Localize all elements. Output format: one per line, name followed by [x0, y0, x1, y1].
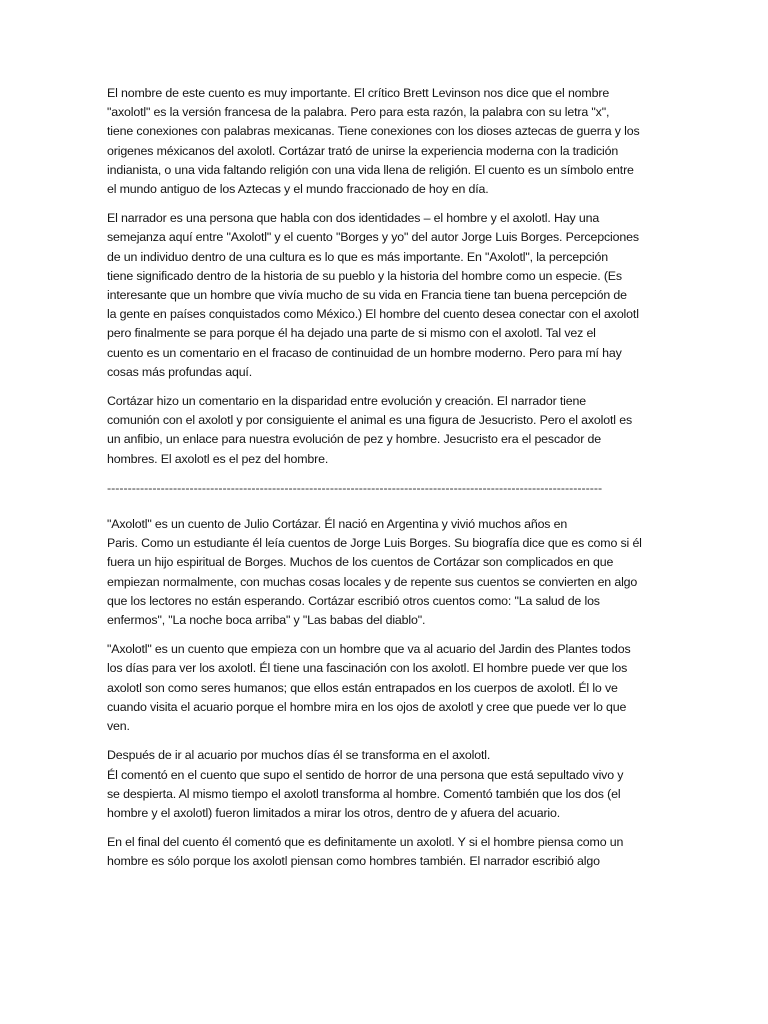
text-line: Después de ir al acuario por muchos días él se transforma en el axolotl. [107, 748, 491, 763]
paragraph [107, 833, 668, 871]
text-line: un anfibio, un enlace para nuestra evolución de pez y hombre. Jesucristo era el pescador de [107, 432, 601, 447]
text-line: "Axolotl" es un cuento de Julio Cortázar. Él nació en Argentina y vivió muchos años en [107, 517, 568, 532]
paragraph [107, 640, 668, 736]
text-line: En el final del cuento él comentó que es definitamente un axolotl. Y si el hombre piensa como un [107, 835, 624, 850]
text-line: los días para ver los axolotl. Él tiene una fascinación con los axolotl. El hombre puede ver que los [107, 661, 628, 676]
text-line: origenes méxicanos del axolotl. Cortázar trató de unirse la experiencia moderna con la tradición [107, 143, 619, 158]
text-line: "Axolotl" es un cuento que empieza con un hombre que va al acuario del Jardin des Plantes todos [107, 642, 631, 657]
text-line: El narrador es una persona que habla con dos identidades – el hombre y el axolotl. Hay una [107, 211, 600, 226]
paragraph [107, 84, 668, 199]
text-line: el mundo antiguo de los Aztecas y el mundo fraccionado de hoy en día. [107, 182, 489, 197]
text-line: la gente en países conquistados como México.) El hombre del cuento desea conectar con el axolotl [107, 307, 639, 322]
text-line: que los lectores no están esperando. Cortázar escribió otros cuentos como: "La salud de los [107, 593, 600, 608]
text-line: tiene significado dentro de la historia de su pueblo y la historia del hombre como un especie. (Es [107, 268, 622, 283]
text-line: hombres. El axolotl es el pez del hombre. [107, 451, 329, 466]
paragraph [107, 209, 668, 382]
text-line: axolotl son como seres humanos; que ellos están entrapados en los cuerpos de axolotl. Él lo ve [107, 680, 618, 695]
section-separator: ------------------------------------------------------------------------------------------------------------------------ [107, 480, 603, 495]
text-line: hombre y el axolotl) fueron limitados a mirar los otros, dentro de y afuera del acuario. [107, 805, 561, 820]
text-line: fuera un hijo espiritual de Borges. Muchos de los cuentos de Cortázar son complicados en que [107, 555, 614, 570]
text-line: semejanza aquí entre "Axolotl" y el cuento "Borges y yo" del autor Jorge Luis Borges. Percepciones [107, 230, 639, 245]
text-line: "axolotl" es la versión francesa de la palabra. Pero para esta razón, la palabra con su letra "x", [107, 105, 610, 120]
text-line: hombre es sólo porque los axolotl piensan como hombres también. El narrador escribió algo [107, 854, 600, 869]
text-line: ven. [107, 719, 130, 734]
text-line: cuento es un comentario en el fracaso de continuidad de un hombre moderno. Pero para mí hay [107, 345, 622, 360]
paragraph [107, 515, 668, 630]
paragraph [107, 746, 668, 823]
text-line: comunión con el axolotl y por consiguiente el animal es una figura de Jesucristo. Pero el axolotl es [107, 413, 632, 428]
text-line: interesante que un hombre que vivía mucho de su vida en Francia tiene tan buena percepción de [107, 288, 627, 303]
text-line: cuando visita el acuario porque el hombre mira en los ojos de axolotl y cree que puede ver lo que [107, 699, 627, 714]
text-line: cosas más profundas aquí. [107, 364, 253, 379]
text-line: Cortázar hizo un comentario en la disparidad entre evolución y creación. El narrador tiene [107, 394, 586, 409]
text-line: Él comentó en el cuento que supo el sentido de horror de una persona que está sepultado vivo y [107, 767, 624, 782]
text-line: tiene conexiones con palabras mexicanas. Tiene conexiones con los dioses aztecas de guerra y los [107, 124, 640, 139]
text-line: Paris. Como un estudiante él leía cuentos de Jorge Luis Borges. Su biografía dice que es como si él [107, 536, 642, 551]
text-line: se despierta. Al mismo tiempo el axolotl transforma al hombre. Comentó también que los dos (el [107, 786, 621, 801]
text-line: enfermos", "La noche boca arriba" y "Las babas del diablo". [107, 613, 426, 628]
text-line: El nombre de este cuento es muy importante. El crítico Brett Levinson nos dice que el nombre [107, 86, 610, 100]
paragraph [107, 392, 668, 469]
document-body-part2 [107, 515, 668, 871]
text-line: indianista, o una vida faltando religión con una vida llena de religión. El cuento es un símbolo entre [107, 162, 634, 177]
text-line: de un individuo dentro de una cultura es lo que es más importante. En "Axolotl", la percepción [107, 249, 608, 264]
text-line: empiezan normalmente, con muchas cosas locales y de repente sus cuentos se convierten en algo [107, 574, 638, 589]
document-body-part1 [107, 84, 668, 469]
text-line: pero finalmente se para porque él ha dejado una parte de si mismo con el axolotl. Tal vez el [107, 326, 596, 341]
